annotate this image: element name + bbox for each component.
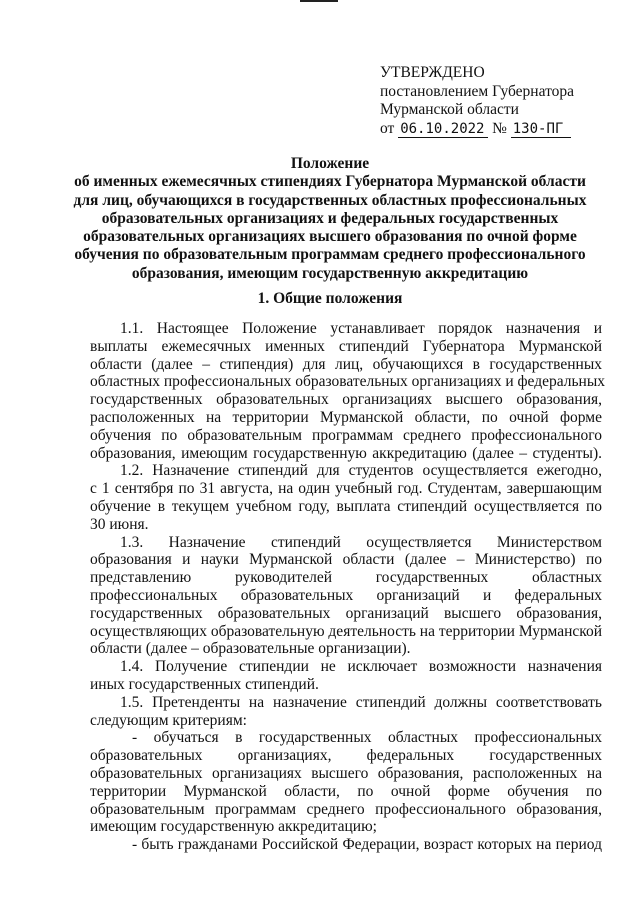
paragraph-line: 1.1. Настоящее Положение устанавливает порядок назначения и — [120, 320, 602, 337]
paragraph-line: расположенных на территории Мурманской области, по очной форме — [90, 408, 602, 426]
paragraph-line: 1.4. Получение стипендии не исключает возможности назначения — [120, 658, 602, 676]
paragraph-line: образовательных организациях, федеральных государственных — [90, 747, 602, 765]
section-heading: 1. Общие положения — [257, 290, 403, 307]
title-line: образования, имеющим государственную аккредитацию — [131, 264, 529, 282]
list-item-line: - обучаться в государственных областных профессиональных — [132, 729, 602, 747]
scan-mark — [300, 0, 338, 2]
approval-date: 06.10.2022 — [398, 121, 488, 138]
paragraph-line: иных государственных стипендий. — [90, 675, 319, 693]
date-label: от — [380, 119, 395, 137]
paragraph-line: 1.3. Назначение стипендий осуществляется Министерством — [120, 533, 602, 551]
paragraph-line: 1.2. Назначение стипендий для студентов осуществляется ежегодно, — [120, 462, 602, 480]
paragraph-line: образовательным программам среднего профессионального образования, — [90, 800, 602, 818]
title-line: образовательных организациях высшего образования по очной форме — [83, 228, 577, 246]
approval-heading: УТВЕРЖДЕНО — [380, 64, 485, 81]
paragraph-line: обучение в текущем учебном году, выплата стипендий осуществляется по — [90, 497, 602, 515]
paragraph-line: образования и науки Мурманской области (далее – Министерство) по — [90, 551, 602, 569]
title-line: обучения по образовательным программам среднего профессионального — [74, 246, 586, 264]
approval-stamp — [380, 64, 574, 138]
paragraph-line: области (далее – образовательные организации). — [90, 640, 411, 658]
paragraph-line: следующим критериям: — [90, 711, 247, 729]
paragraph-line: с 1 сентября по 31 августа, на один учебный год. Студентам, завершающим — [90, 480, 602, 498]
paragraph-line: области (далее – стипендия) для лиц, обучающихся в государственных — [90, 355, 602, 373]
paragraph-line: представлению руководителей государственных областных — [90, 569, 602, 587]
paragraph-line: осуществляющих образовательную деятельность на территории Мурманской — [90, 622, 603, 640]
paragraph-line: 30 июня. — [90, 515, 149, 533]
title-line: для лиц, обучающихся в государственных областных профессиональных — [73, 191, 587, 209]
paragraph-line: 1.5. Претенденты на назначение стипендий должны соответствовать — [120, 693, 602, 711]
paragraph-line: государственных образовательных организациях высшего образования, — [90, 391, 602, 409]
paragraph-line: профессиональных образовательных организаций и федеральных — [90, 586, 602, 604]
paragraph-line: образовательных организациях высшего образования, расположенных на — [90, 764, 602, 782]
title-line: образовательных организациях и федеральных государственных — [101, 209, 559, 227]
title-line: об именных ежемесячных стипендиях Губернатора Мурманской области — [74, 173, 586, 191]
paragraph-line: образования, имеющим государственную аккредитацию (далее – студенты). — [90, 444, 602, 462]
paragraph-line: государственных образовательных организаций высшего образования, — [90, 604, 602, 622]
paragraph-line: выплаты ежемесячных именных стипендий Губернатора Мурманской — [90, 337, 602, 355]
paragraph-line: имеющим государственную аккредитацию; — [90, 818, 377, 836]
document-title — [70, 155, 590, 283]
paragraph-line: обучения по образовательным программам среднего профессионального — [90, 426, 602, 444]
title-line: Положение — [290, 155, 370, 172]
number-label: № — [492, 119, 507, 137]
document-body — [90, 320, 605, 854]
approval-authority-line1: постановлением Губернатора — [380, 82, 575, 100]
approval-date-line — [380, 120, 574, 139]
approval-number: 130-ПГ — [511, 121, 571, 138]
paragraph-line: территории Мурманской области, по очной форме обучения по — [90, 782, 602, 800]
list-item-line: - быть гражданами Российской Федерации, возраст которых на период — [132, 836, 602, 854]
approval-authority-line2: Мурманской области — [380, 101, 519, 118]
paragraph-line: областных профессиональных образовательных организациях и федеральных — [90, 373, 605, 391]
